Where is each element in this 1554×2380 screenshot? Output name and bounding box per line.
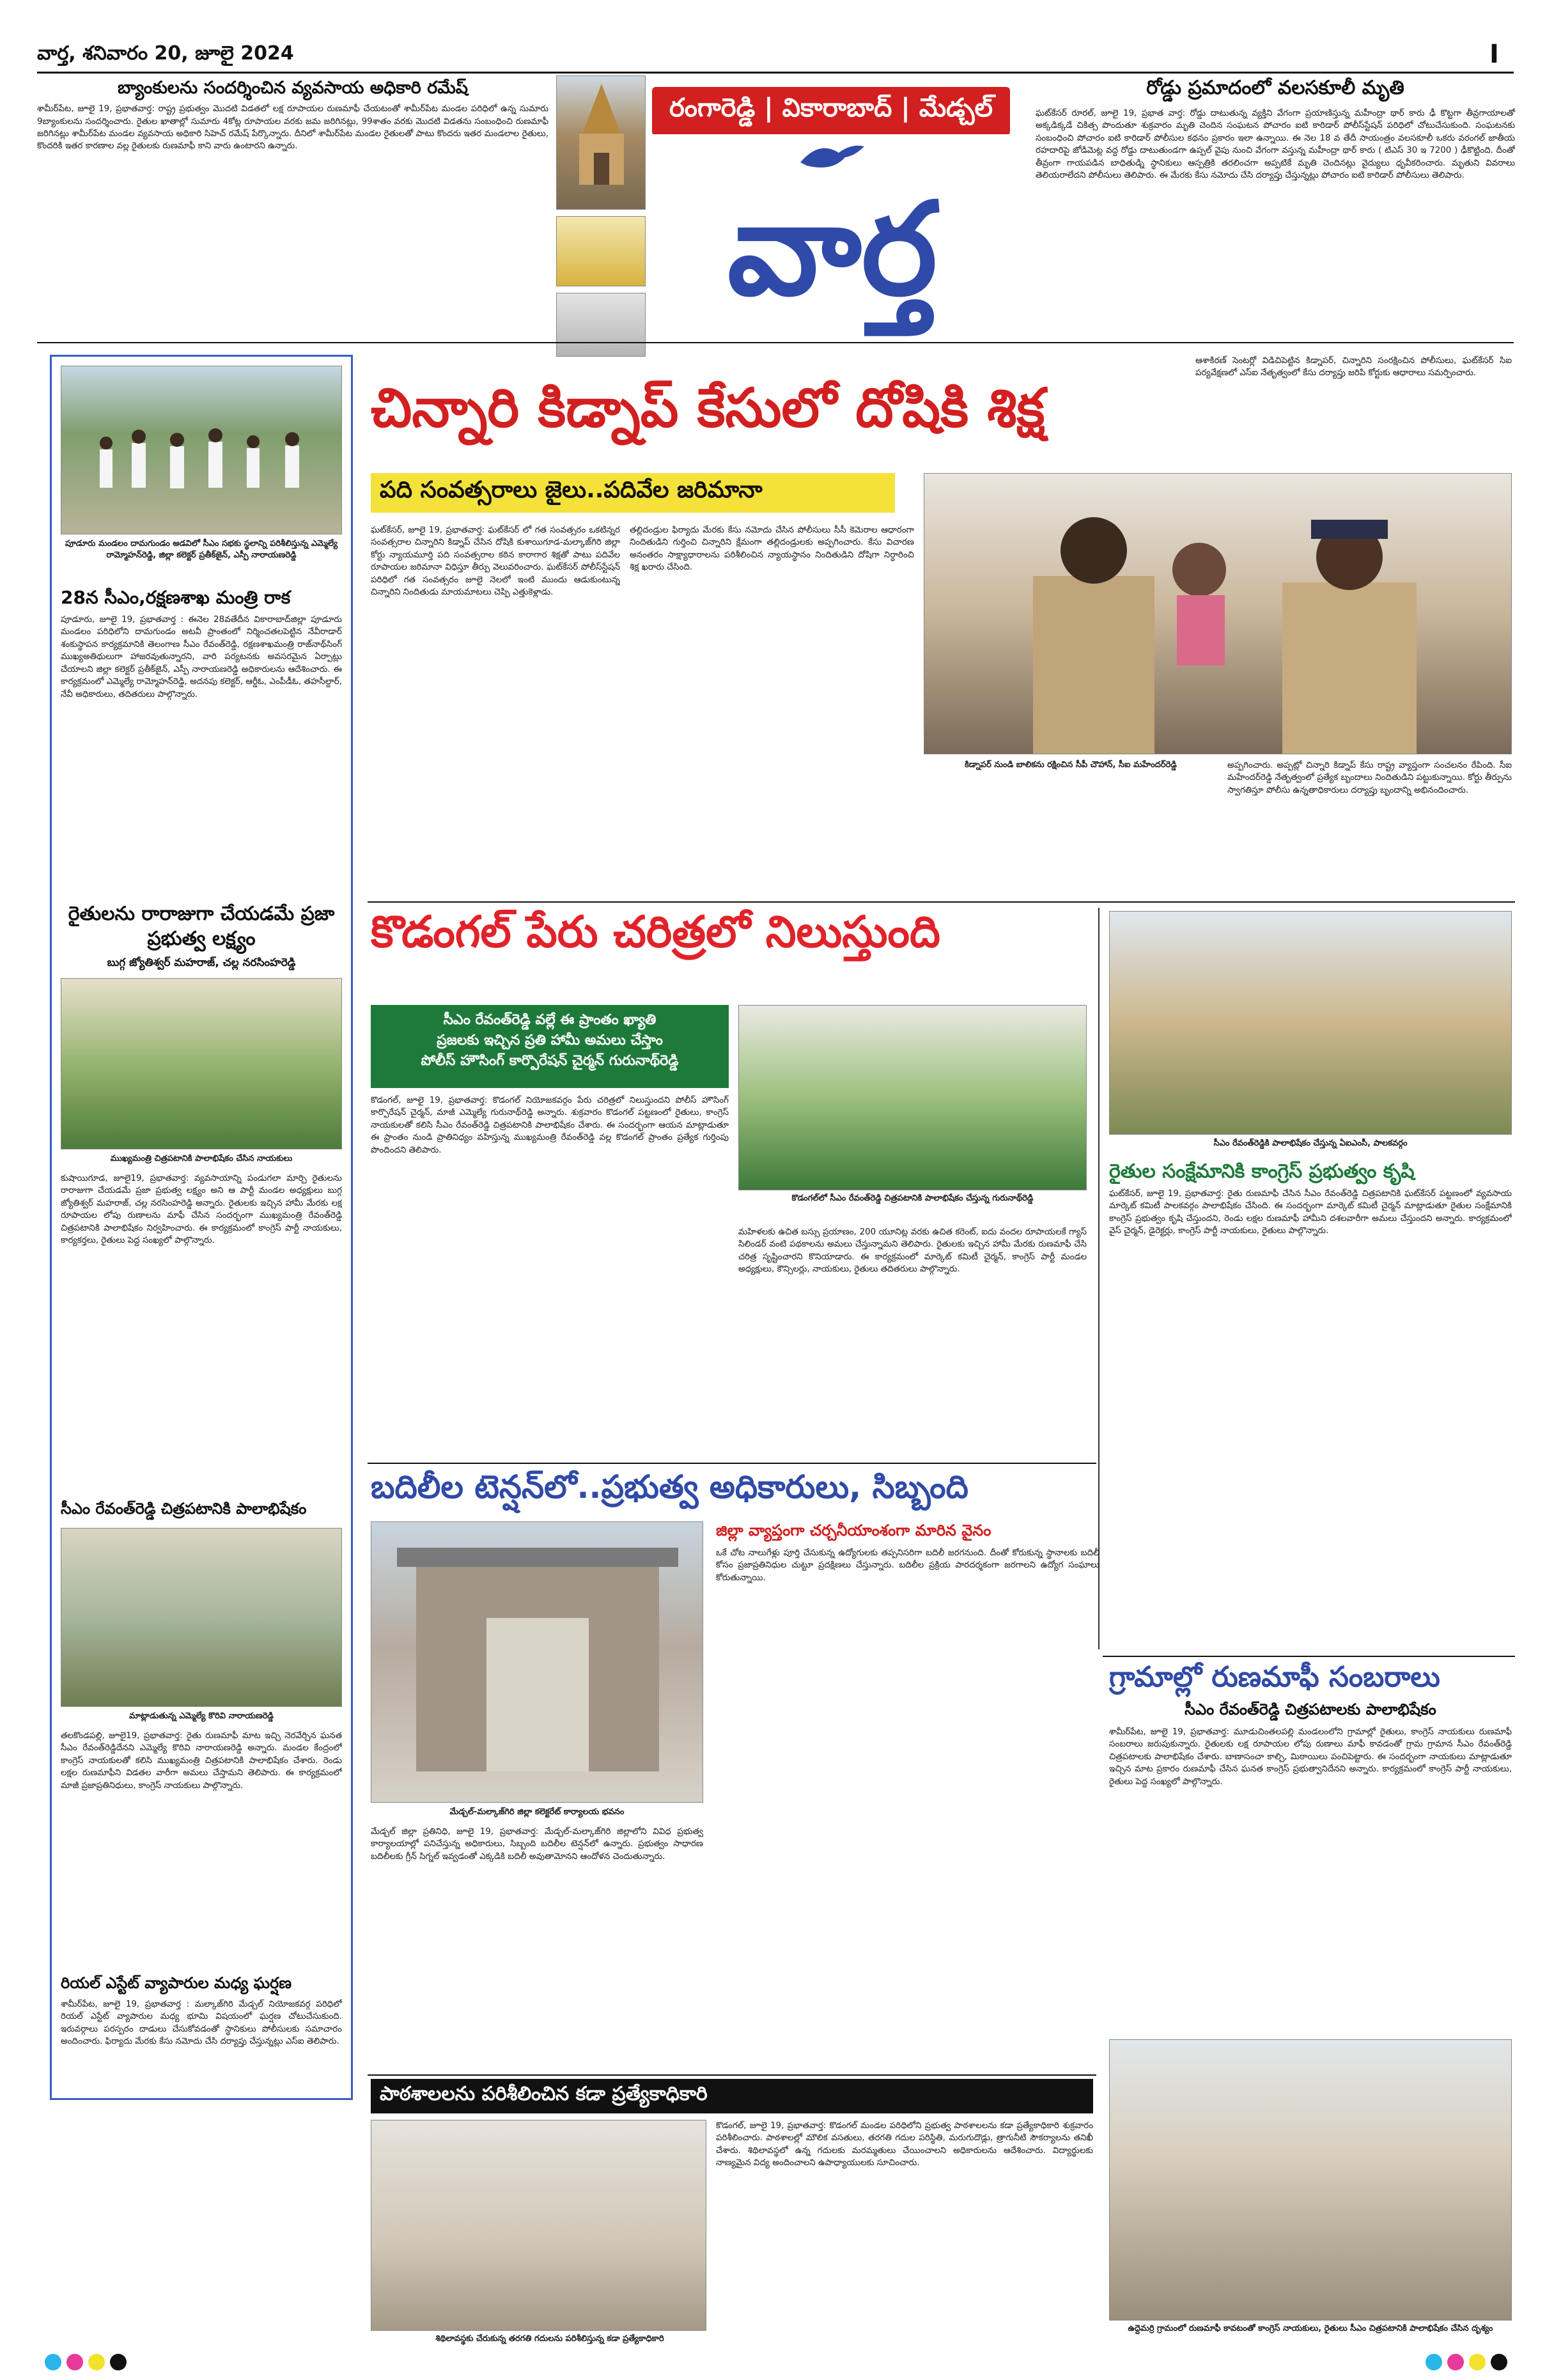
left-story-1-title: 28న సీఎం,రక్షణశాఖ మంత్రి రాక — [61, 587, 291, 608]
left-photo-2 — [61, 978, 342, 1149]
left-story-4-title: రియల్ ఎస్టేట్ వ్యాపారుల మధ్య ఘర్షణ — [61, 1974, 292, 1992]
lead-photo-caption: కిడ్నాపర్ నుండి బాలికను రక్షించిన సీపీ చౌహాన్, సీఐ మహేందర్‌రెడ్డి — [965, 760, 1177, 770]
district-band: రంగారెడ్డి | వికారాబాద్ | మేడ్చల్ — [652, 87, 1010, 136]
page-number: I — [1489, 40, 1499, 69]
transfers-photo-caption: మేడ్చల్-మల్కాజ్‌గిరి జిల్లా కలెక్టరేట్ కార్యాలయ భవనం — [449, 1807, 625, 1817]
left-story-2-sub: బుగ్గ జ్యోతిశ్వర్ మహరాజ్, చల్ల నరసింహరెడ్డి — [107, 956, 296, 969]
magenta-dot — [66, 2354, 83, 2370]
kodangal-body-b: మహిళలకు ఉచిత బస్సు ప్రయాణం, 200 యూనిట్ల వరకు ఉచిత కరెంట్, ఐదు వందల రూపాయలకే గ్యాస్ సిలిండర్ వంటి పథకాలను అమలు చేస్తున్నామని తెలిపారు. రైతులకు ఇచ్చిన హామీ మేరకు రుణమాఫీ చేసి చరిత్ర సృష్టించారని కొనియాడారు. ఈ కార్యక్రమంలో మార్కెట్ కమిటీ చైర్మన్, కాంగ్రెస్ పార్టీ మండల అధ్యక్షులు, కౌన్సిలర్లు, నాయకులు, రైతులు తదితరులు పాల్గొన్నారు. — [738, 1227, 1087, 1275]
rythu-body: ఘట్‌కేసర్, జూలై 19, ప్రభాతవార్త: రైతు రుణమాఫీ చేసిన సీఎం రేవంత్‌రెడ్డి చిత్రపటానికి ఘట్‌కేసర్ పట్టణంలో వ్యవసాయ మార్కెట్ కమిటీ పాలకవర్గం పాలాభిషేకం చేసింది. ఈ సందర్భంగా మార్కెట్ కమిటీ చైర్మన్ మాట్లాడుతూ రైతుల సంక్షేమానికి కాంగ్రెస్ ప్రభుత్వం కృషి చేస్తుందని, రెండు లక్షల రుణమాఫీ హామీని దశలవారీగా అమలు చేస్తుందని అన్నారు. కార్యక్రమంలో వైస్ చైర్మన్, డైరెక్టర్లు, కాంగ్రెస్ పార్టీ నాయకులు, రైతులు పాల్గొన్నారు. — [1109, 1189, 1512, 1236]
runamafi-photo-caption: ఉద్దెమర్రి గ్రామంలో రుణమాఫీ కావటంతో కాంగ్రెస్ నాయకులు, రైతులు సీఎం చిత్రపటానికి పాలాభిషేకం చేసిన దృశ్యం — [1128, 2324, 1493, 2333]
temple-icon — [557, 76, 646, 210]
lead-right-intro: ఆశాకిరణ్ సెంటర్లో విడిచిపెట్టిన కిడ్నాపర్, చిన్నారిని సంరక్షించిన పోలీసులు, ఘట్‌కేసర్ సిఐ పర్యవేక్షణలో ఎస్ఐ నేతృత్వంలో కేసు దర్యాప్తు జరిపి కోర్టుకు ఆధారాలు సమర్పించారు. — [1195, 356, 1512, 378]
kodangal-sub-2: ప్రజలకు ఇచ్చిన ప్రతి హామీ అమలు చేస్తాం — [437, 1032, 663, 1048]
date-line: వార్త, శనివారం 20, జూలై 2024 — [37, 42, 294, 65]
runamafi-sub: సీఎం రేవంత్‌రెడ్డి చిత్రపటాలకు పాలాభిషేకం — [1185, 1700, 1436, 1718]
building-photo — [556, 293, 646, 357]
lead-body-b: తల్లిదండ్రుల ఫిర్యాదు మేరకు కేసు నమోదు చేసిన పోలీసులు సీసీ కెమెరాల ఆధారంగా నిందితుడిని గుర్తించి చిన్నారిని క్షేమంగా తల్లిదండ్రులకు అప్పగించారు. కేసు విచారణ అనంతరం సాక్ష్యాధారాలను పరిశీలించిన న్యాయస్థానం నిందితుడిని దోషిగా నిర్ధారించి శిక్ష ఖరారు చేసింది. — [630, 525, 914, 573]
runamafi-photo — [1109, 2039, 1512, 2321]
kodangal-sub-box — [371, 1005, 729, 1088]
police-icon — [924, 474, 1512, 754]
black-dot — [110, 2354, 127, 2370]
left-top-body: శామీర్‌పేట, జూలై 19, ప్రభాతవార్త: రాష్ట్ర ప్రభుత్వం మొదటి విడతలో లక్ష రూపాయల రుణమాఫీ చేయటంతో శామీర్‌పేట మండల పరిధిలో ఉన్న సుమారు 9బ్యాంకులను సందర్శించారు. రైతుల ఖాతాల్లో సుమారు 4కోట్ల రూపాయల వరకు జమ జరిగినట్లు, 99శాతం వరకు మొదటి విడతను సంబంధించి రుణమాఫీ జరిగినట్లు శామీర్‌పేట మండల వ్యవసాయ అధికారి సిహెచ్ రమేష్ పేర్కొన్నారు. దీనిలో శామీర్‌పేట మండల రైతులతో పాటు కొందరు ఇతర మండలాల రైతులు, కొందరికి ఇతర కారణాల వల్ల రైతులకు రుణమాఫీ కాని వారు ఉంటారని ఉన్నారు. — [37, 104, 548, 152]
left-photo-3 — [61, 1528, 342, 1707]
schools-body: కొడంగల్, జూలై 19, ప్రభాతవార్త: కొడంగల్ మండల పరిధిలోని ప్రభుత్వ పాఠశాలలను కడా ప్రత్యేకాధికారి శుక్రవారం పరిశీలించారు. పాఠశాలల్లో మౌలిక వసతులు, తరగతి గదుల పరిస్థితి, మరుగుదొడ్లు, త్రాగునీటి సౌకర్యాలను తనిఖీ చేశారు. శిథిలావస్థలో ఉన్న గదులకు మరమ్మతులు చేయించాలని అధికారులను ఆదేశించారు. విద్యార్థులకు నాణ్యమైన విద్య అందించాలని ఉపాధ్యాయులకు సూచించారు. — [716, 2121, 1093, 2168]
left-story-3-body: తలకొండపల్లి, జూలై19, ప్రభాతవార్త: రైతు రుణమాఫీ మాట ఇచ్చి నెరవేర్చిన ఘనత సీఎం రేవంత్‌రెడ్డిదేనని ఎమ్మెల్యే కొరివి నారాయణరెడ్డి అన్నారు. మండల కేంద్రంలో కాంగ్రెస్ నాయకులతో కలిసి ముఖ్యమంత్రి చిత్రపటానికి పాలాభిషేకం చేశారు. రెండు లక్షల రుణమాఫీని విడతల వారీగా అమలు చేస్తామని తెలిపారు. ఈ కార్యక్రమంలో మాజీ ప్రజాప్రతినిధులు, కాంగ్రెస్ నాయకులు పాల్గొన్నారు. — [61, 1731, 342, 1791]
left-story-4-body: శామీర్‌పేట, జూలై 19, ప్రభాతవార్త : మల్కాజ్‌గిరి మేడ్చల్ నియోజకవర్గ పరిధిలో రియల్ ఎస్టేట్ వ్యాపారుల మధ్య భూమి విషయంలో ఘర్షణ చోటుచేసుకుంది. ఇరువర్గాలు పరస్పరం దాడులు చేసుకోవడంతో స్థానికులు పోలీసులకు సమాచారం అందించారు. ఫిర్యాదు మేరకు కేసు నమోదు చేసి దర్యాప్తు చేస్తున్నట్లు ఎస్ఐ తెలిపారు. — [61, 2000, 342, 2047]
left-story-3-title: సీఎం రేవంత్‌రెడ్డి చిత్రపటానికి పాలాభిషేకం — [61, 1500, 307, 1518]
kodangal-photo-caption: కొడంగల్‌లో సీఎం రేవంత్‌రెడ్డి చిత్రపటానికి పాలాభిషేకం చేస్తున్న గురునాథ్‌రెడ్డి — [791, 1194, 1034, 1203]
left-photo-1 — [61, 366, 342, 534]
black-dot — [1491, 2354, 1507, 2370]
left-story-2-title: రైతులను రారాజుగా చేయడమే ప్రజా ప్రభుత్వ లక్ష్యం — [68, 903, 335, 950]
schools-photo — [371, 2120, 706, 2331]
building-icon — [371, 1522, 703, 1803]
left-photo-2-caption: ముఖ్యమంత్రి చిత్రపటానికి పాలాభిషేకం చేసిన నాయకులు — [110, 1154, 293, 1163]
right-top-story — [1036, 77, 1515, 334]
transfers-subheading: జిల్లా వ్యాప్తంగా చర్చనీయాంశంగా మారిన వైనం — [716, 1521, 991, 1539]
cyan-dot — [45, 2354, 61, 2370]
left-photo-3-caption: మాట్లాడుతున్న ఎమ్మెల్యే కొరివి నారాయణరెడ్డి — [128, 1711, 274, 1721]
kodangal-headline: కొడంగల్ పేరు చరిత్రలో నిలుస్తుంది — [371, 907, 941, 958]
people-icon — [61, 366, 342, 534]
left-top-story — [37, 77, 548, 325]
masthead-title: వార్త — [727, 174, 938, 324]
schools-headline: పాఠశాలలను పరిశీలించిన కడా ప్రత్యేకాధికారి — [371, 2079, 1093, 2113]
lead-headline: చిన్నారి కిడ్నాప్ కేసులో దోషికి శిక్ష — [371, 377, 1045, 439]
transfers-headline: బదిలీల టెన్షన్‌లో..ప్రభుత్వ అధికారులు, సిబ్బంది — [371, 1468, 968, 1505]
temple-photo — [556, 75, 646, 210]
left-story-1-body: పూడూరు, జూలై 19, ప్రభాతవార్త : ఈనెల 28వతేదీన వికారాబాద్‌జిల్లా పూడూరు మండలం పరిధిలోని దామగుండం అటవీ ప్రాంతంలో నిర్మించతలపెట్టిన నేవీరాడార్ శంకుస్థాపన కార్యక్రమానికి తెలంగాణ సీఎం రేవంత్‌రెడ్డి, రక్షణశాఖమంత్రి రాజ్‌నాథ్‌సింగ్ ముఖ్యఅతిథులుగా హాజరవుతున్నారని, వారి పర్యటనకు అవసరమైన ఏర్పాట్లు చేయాలని జిల్లా కలెక్టర్ ప్రతీక్‌జైన్, ఎస్పీ నారాయణరెడ్డి అధికారులను ఆదేశించారు. ఈ కార్యక్రమంలో ఎమ్మెల్యే రామ్మోహన్‌రెడ్డి, అదనపు కలెక్టర్, ఆర్డీఓ, ఎంపీడీఓ, తహసీల్దార్, నేవీ అధికారులు, తదితరులు పాల్గొన్నారు. — [61, 615, 342, 699]
kodangal-photo — [738, 1005, 1087, 1190]
magenta-dot — [1447, 2354, 1464, 2370]
transfers-photo — [371, 1521, 703, 1803]
left-top-title: బ్యాంకులను సందర్శించిన వ్యవసాయ అధికారి రమేష్ — [117, 78, 469, 98]
yellow-dot — [1469, 2354, 1486, 2370]
transfers-body-b: ఒకే చోట నాలుగేళ్లు పూర్తి చేసుకున్న ఉద్యోగులకు తప్పనిసరిగా బదిలీ జరగనుంది. దీంతో కోరుకున్న స్థానాలకు బదిలీ కోసం ప్రజాప్రతినిధుల చుట్టూ ప్రదక్షిణలు చేస్తున్నారు. బదిలీల ప్రక్రియ పారదర్శకంగా జరగాలని ఉద్యోగ సంఘాలు కోరుతున్నాయి. — [716, 1548, 1099, 1583]
kodangal-body-a: కొడంగల్, జూలై 19, ప్రభాతవార్త: కొడంగల్ నియోజకవర్గం పేరు చరిత్రలో నిలుస్తుందని పోలీస్ హౌసింగ్ కార్పొరేషన్ చైర్మన్, మాజీ ఎమ్మెల్యే గురునాథ్‌రెడ్డి అన్నారు. శుక్రవారం కొడంగల్ పట్టణంలో రైతులు, కాంగ్రెస్ నాయకులతో కలిసి సీఎం రేవంత్‌రెడ్డి చిత్రపటానికి పాలాభిషేకం చేశారు. ఈ సందర్భంగా ఆయన మాట్లాడుతూ ఈ ప్రాంతం నుండి ప్రాతినిధ్యం వహిస్తున్న ముఖ్యమంత్రి రేవంత్‌రెడ్డి వల్ల కొడంగల్ ప్రాంతం ప్రత్యేక గుర్తింపు పొందిందని తెలిపారు. — [371, 1096, 729, 1155]
deity-photo — [556, 216, 646, 286]
runamafi-headline: గ్రామాల్లో రుణమాఫీ సంబరాలు — [1109, 1661, 1440, 1693]
right-top-body: ఘట్‌కేసర్ రూరల్, జూలై 19, ప్రభాత వార్త: రోడ్డు దాటుతున్న వ్యక్తిని వేగంగా ప్రయాణిస్తున్న మహీంద్రా థార్ కారు ఢీ కొట్టగా తీవ్రగాయాలతో అక్కడిక్కడే చికిత్స పొందుతూ శుక్రవారం మృతి చెందిన సంఘటన పోచారం ఐటి కారిడార్ పోలీస్‌స్టేషన్ పరిధిలో చోటుచేసుకుంది. సంఘటనకు సంబంధించి పోచారం ఐటి కారిడార్ పోలీసుల కథనం ప్రకారం ఇలా ఉన్నాయి. ఈ నెల 18 వ తేదీ సాయంత్రం వలసకూలీ ఒకరు వరంగల్ జాతీయ రహదారిపై జోడిమెట్ల వద్ద రోడ్డు దాటుతుండగా ఉప్పల్ వైపు నుంచి వేగంగా వస్తున్న మహీంద్రా థార్ కారు ( టిఎస్ 30 ఇ 7200 ) ఢీకొట్టింది. దీంతో తీవ్రంగా గాయపడిన బాధితుడ్ని స్థానికులు ఆస్పత్రికి తరలించగా అప్పటికే మృతి చెందినట్లు వైద్యులు ధృవీకరించారు. మృతుని వివరాలు తెలియరాలేదని పోలీసులు తెలిపారు. ఈ మేరకు కేసు నమోదు చేసి దర్యాప్తు చేస్తున్నట్లు పోచారం ఐటి కారిడార్ పోలీసులు తెలిపారు. — [1036, 109, 1515, 181]
yellow-dot — [88, 2354, 105, 2370]
cyan-dot — [1426, 2354, 1442, 2370]
masthead — [556, 75, 1016, 357]
rythu-headline: రైతుల సంక్షేమానికి కాంగ్రెస్ ప్రభుత్వం కృషి — [1109, 1160, 1415, 1183]
logo-area — [653, 134, 1011, 357]
kodangal-sub-3: పోలీస్ హౌసింగ్ కార్పొరేషన్ చైర్మన్ గురునాథ్‌రెడ్డి — [421, 1052, 679, 1069]
transfers-body-a: మేడ్చల్ జిల్లా ప్రతినిధి, జూలై 19, ప్రభాతవార్త: మేడ్చల్-మల్కాజ్‌గిరి జిల్లాలోని వివిధ ప్రభుత్వ కార్యాలయాల్లో పనిచేస్తున్న అధికారులు, సిబ్బంది బదిలీల టెన్షన్‌లో ఉన్నారు. ప్రభుత్వం సాధారణ బదిలీలకు గ్రీన్ సిగ్నల్ ఇవ్వడంతో ఎక్కడికి బదిలీ అవుతామోనని ఆందోళన చెందుతున్నారు. — [371, 1827, 703, 1862]
rythu-photo-caption: సీఎం రేవంత్‌రెడ్డికి పాలాభిషేకం చేస్తున్న ఏఐఎంసీ, పాలకవర్గం — [1213, 1139, 1408, 1148]
runamafi-body: శామీర్‌పేట, జూలై 19, ప్రభాతవార్త: మూడుచింతలపల్లి మండలంలోని గ్రామాల్లో రైతులు, కాంగ్రెస్ నాయకులు రుణమాఫీ సంబరాలు జరుపుకున్నారు. రైతులకు లక్ష రూపాయల లోపు రుణాలు మాఫీ కావడంతో గ్రామ గ్రామాన సీఎం రేవంత్‌రెడ్డి చిత్రపటాలకు పాలాభిషేకం చేశారు. బాణాసంచా కాల్చి, మిఠాయిలు పంచిపెట్టారు. ఈ సందర్భంగా నాయకులు మాట్లాడుతూ ఇచ్చిన మాట ప్రకారం రుణమాఫీ చేసిన ఘనత కాంగ్రెస్ ప్రభుత్వానిదేనని అన్నారు. కార్యక్రమంలో కాంగ్రెస్ పార్టీ నాయకులు, రైతులు పెద్ద సంఖ్యలో పాల్గొన్నారు. — [1109, 1727, 1512, 1787]
left-column-box — [50, 355, 353, 2100]
lead-photo — [924, 473, 1512, 754]
rythu-photo — [1109, 911, 1512, 1135]
left-story-2-body: కుషాయిగూడ, జూలై19, ప్రభాతవార్త: వ్యవసాయాన్ని పండుగలా మార్చి రైతులను రారాజుగా చేయడమే ప్రజా ప్రభుత్వ లక్ష్యం అని ఆ పార్టీ మండల అధ్యక్షులు బుగ్గ జ్యోతిశ్వర్ మహరాజ్, చల్ల నరసింహరెడ్డి అన్నారు. రైతులకు ఇచ్చిన హామీ మేరకు లక్ష రూపాయల లోపు రుణాలను మాఫీ చేసిన సందర్భంగా ముఖ్యమంత్రి రేవంత్‌రెడ్డి చిత్రపటానికి పాలాభిషేకం నిర్వహించారు. ఈ కార్యక్రమంలో కాంగ్రెస్ పార్టీ నాయకులు, కార్యకర్తలు, రైతులు పెద్ద సంఖ్యలో పాల్గొన్నారు. — [61, 1174, 342, 1246]
lead-body-a: ఘట్‌కేసర్, జూలై 19, ప్రభాతవార్త: ఘట్‌కేసర్ లో గత సంవత్సరం ఒకటిన్నర సంవత్సరాల చిన్నారిని కిడ్నాప్ చేసిన దోషికి కుశాయిగూడ-మల్కాజ్‌గిరి జిల్లా కోర్టు న్యాయమూర్తి పది సంవత్సరాల కఠిన కారాగార శిక్షతో పాటు పదివేల రూపాయల జరిమానా విధిస్తూ తీర్పు వెలువరించారు. ఘట్‌కేసర్ పోలీస్‌స్టేషన్ పరిధిలో గత సంవత్సరం జూలై నెలలో ఇంటి ముందు ఆడుకుంటున్న చిన్నారిని నిందితుడు మాయమాటలు చెప్పి ఎత్తుకెళ్లాడు. — [371, 525, 620, 598]
kodangal-sub-1: సీఎం రేవంత్‌రెడ్డి వల్లే ఈ ప్రాంతం ఖ్యాతి — [443, 1012, 657, 1028]
lead-body-c: అప్పగించారు. అప్పట్లో చిన్నారి కిడ్నాప్ కేసు రాష్ట్ర వ్యాప్తంగా సంచలనం రేపింది. సీఐ మహేందర్‌రెడ్డి నేతృత్వంలో ప్రత్యేక బృందాలు నిందితుడిని పట్టుకున్నాయి. కోర్టు తీర్పును స్వాగతిస్తూ పోలీసు ఉన్నతాధికారులు దర్యాప్తు బృందాన్ని అభినందించారు. — [1227, 761, 1512, 795]
lead-banner: పది సంవత్సరాలు జైలు..పదివేల జరిమానా — [371, 473, 895, 513]
schools-photo-caption: శిథిలావస్థకు చేరుకున్న తరగతి గదులను పరిశీలిస్తున్న కడా ప్రత్యేకాధికారి — [435, 2334, 664, 2344]
right-top-title: రోడ్డు ప్రమాదంలో వలసకూలీ మృతి — [1146, 77, 1404, 99]
left-photo-1-caption: పూడూరు మండలం దామగుండం అడవిలో సీఎం సభకు స్థలాన్ని పరిశీలిస్తున్న ఎమ్మెల్యే రామ్మోహన్‌రెడ్డి, జిల్లా కలెక్టర్ ప్రతీక్‌జైన్, ఎస్పీ నారాయణరెడ్డి — [65, 539, 338, 560]
